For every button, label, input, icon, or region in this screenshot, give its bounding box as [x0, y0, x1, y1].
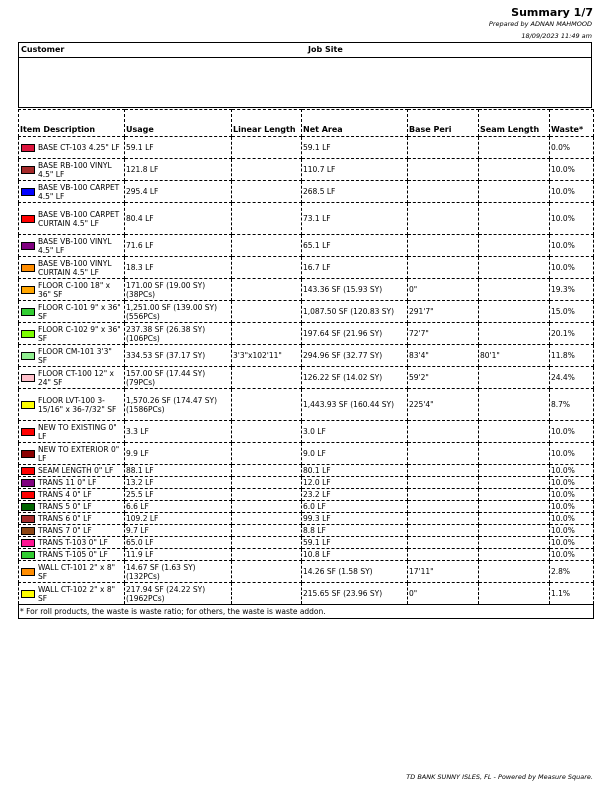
job-site-label: Job Site [308, 45, 343, 54]
item-description-text: BASE VB-100 VINYL CURTAIN 4.5" LF [38, 258, 112, 277]
color-swatch [21, 188, 35, 196]
item-description [19, 389, 125, 421]
net-area-cell: 23.2 LF [302, 489, 408, 501]
waste-cell: 10.0% [550, 443, 594, 465]
base-peri-cell [408, 525, 479, 537]
waste-cell: 10.0% [550, 465, 594, 477]
seam-length-cell: 80'1" [479, 345, 550, 367]
base-peri-cell [408, 513, 479, 525]
base-peri-cell [408, 203, 479, 235]
item-description-text: BASE VB-100 VINYL 4.5" LF [38, 236, 112, 255]
color-swatch [21, 467, 35, 475]
linear-length-cell [232, 137, 302, 159]
table-row [19, 159, 594, 181]
item-description [19, 513, 125, 525]
net-area-cell: 99.3 LF [302, 513, 408, 525]
base-peri-cell [408, 501, 479, 513]
linear-length-cell [232, 513, 302, 525]
net-area-cell: 16.7 LF [302, 257, 408, 279]
item-description [19, 345, 125, 367]
waste-cell: 10.0% [550, 421, 594, 443]
color-swatch [21, 144, 35, 152]
waste-cell: 10.0% [550, 501, 594, 513]
base-peri-cell: 17'11" [408, 561, 479, 583]
table-row [19, 583, 594, 605]
page-title: Summary 1/7 [511, 6, 593, 19]
net-area-cell: 3.0 LF [302, 421, 408, 443]
item-description [19, 159, 125, 181]
item-description-text: FLOOR C-101 9" x 36" SF [38, 302, 121, 321]
linear-length-cell [232, 525, 302, 537]
color-swatch [21, 215, 35, 223]
waste-cell: 10.0% [550, 203, 594, 235]
table-row [19, 235, 594, 257]
usage-cell: 217.94 SF (24.22 SY) (1962PCs) [125, 583, 232, 605]
table-row [19, 561, 594, 583]
linear-length-cell [232, 465, 302, 477]
net-area-cell: 197.64 SF (21.96 SY) [302, 323, 408, 345]
table-row [19, 257, 594, 279]
color-swatch [21, 590, 35, 598]
base-peri-cell [408, 421, 479, 443]
col-seam-length: Seam Length [479, 110, 550, 137]
table-row [19, 501, 594, 513]
waste-cell: 10.0% [550, 525, 594, 537]
linear-length-cell [232, 443, 302, 465]
net-area-cell: 294.96 SF (32.77 SY) [302, 345, 408, 367]
table-row [19, 279, 594, 301]
col-waste: Waste* [550, 110, 594, 137]
item-description [19, 443, 125, 465]
linear-length-cell [232, 323, 302, 345]
seam-length-cell [479, 367, 550, 389]
base-peri-cell [408, 549, 479, 561]
item-description-text: TRANS 6 0" LF [38, 514, 92, 523]
net-area-cell: 6.0 LF [302, 501, 408, 513]
seam-length-cell [479, 465, 550, 477]
linear-length-cell [232, 279, 302, 301]
base-peri-cell: 83'4" [408, 345, 479, 367]
seam-length-cell [479, 443, 550, 465]
usage-cell: 1,251.00 SF (139.00 SY) (556PCs) [125, 301, 232, 323]
waste-cell: 11.8% [550, 345, 594, 367]
seam-length-cell [479, 501, 550, 513]
table-row [19, 203, 594, 235]
seam-length-cell [479, 279, 550, 301]
linear-length-cell [232, 477, 302, 489]
table-row [19, 537, 594, 549]
color-swatch [21, 568, 35, 576]
item-description [19, 257, 125, 279]
base-peri-cell [408, 489, 479, 501]
waste-cell: 2.8% [550, 561, 594, 583]
color-swatch [21, 330, 35, 338]
table-row [19, 367, 594, 389]
color-swatch [21, 527, 35, 535]
table-row [19, 443, 594, 465]
seam-length-cell [479, 389, 550, 421]
seam-length-cell [479, 537, 550, 549]
waste-cell: 20.1% [550, 323, 594, 345]
table-row [19, 513, 594, 525]
item-description-text: TRANS 7 0" LF [38, 526, 92, 535]
table-row [19, 345, 594, 367]
item-description-text: TRANS 5 0" LF [38, 502, 92, 511]
linear-length-cell [232, 583, 302, 605]
base-peri-cell: 0" [408, 583, 479, 605]
seam-length-cell [479, 203, 550, 235]
linear-length-cell [232, 549, 302, 561]
base-peri-cell: 291'7" [408, 301, 479, 323]
col-usage: Usage [125, 110, 232, 137]
item-description [19, 279, 125, 301]
net-area-cell: 143.36 SF (15.93 SY) [302, 279, 408, 301]
net-area-cell: 268.5 LF [302, 181, 408, 203]
waste-cell: 10.0% [550, 513, 594, 525]
base-peri-cell: 0" [408, 279, 479, 301]
item-description-text: FLOOR C-102 9" x 36" SF [38, 324, 121, 343]
seam-length-cell [479, 561, 550, 583]
item-description [19, 181, 125, 203]
table-row [19, 137, 594, 159]
seam-length-cell [479, 257, 550, 279]
net-area-cell: 110.7 LF [302, 159, 408, 181]
seam-length-cell [479, 301, 550, 323]
linear-length-cell: 3'3"x102'11" [232, 345, 302, 367]
linear-length-cell [232, 561, 302, 583]
table-row [19, 489, 594, 501]
base-peri-cell: 225'4" [408, 389, 479, 421]
item-description-text: SEAM LENGTH 0" LF [38, 466, 114, 475]
footnote: * For roll products, the waste is waste ratio; for others, the waste is waste addon. [19, 605, 594, 619]
item-description [19, 203, 125, 235]
color-swatch [21, 401, 35, 409]
summary-table [18, 109, 594, 619]
seam-length-cell [479, 549, 550, 561]
usage-cell: 109.2 LF [125, 513, 232, 525]
item-description-text: TRANS T-105 0" LF [38, 550, 108, 559]
seam-length-cell [479, 525, 550, 537]
item-description-text: BASE VB-100 CARPET CURTAIN 4.5" LF [38, 209, 120, 228]
linear-length-cell [232, 235, 302, 257]
waste-cell: 10.0% [550, 549, 594, 561]
color-swatch [21, 503, 35, 511]
col-net-area: Net Area [302, 110, 408, 137]
waste-cell: 24.4% [550, 367, 594, 389]
seam-length-cell [479, 477, 550, 489]
color-swatch [21, 479, 35, 487]
usage-cell: 3.3 LF [125, 421, 232, 443]
item-description [19, 235, 125, 257]
item-description-text: WALL CT-102 2" x 8" SF [38, 584, 116, 603]
usage-cell: 13.2 LF [125, 477, 232, 489]
usage-cell: 334.53 SF (37.17 SY) [125, 345, 232, 367]
item-description [19, 421, 125, 443]
color-swatch [21, 515, 35, 523]
table-row [19, 181, 594, 203]
item-description-text: TRANS T-103 0" LF [38, 538, 108, 547]
waste-cell: 10.0% [550, 235, 594, 257]
item-description [19, 583, 125, 605]
waste-cell: 19.3% [550, 279, 594, 301]
usage-cell: 80.4 LF [125, 203, 232, 235]
item-description [19, 561, 125, 583]
prepared-by: Prepared by ADNAN MAHMOOD [488, 20, 592, 28]
usage-cell: 65.0 LF [125, 537, 232, 549]
net-area-cell: 12.0 LF [302, 477, 408, 489]
color-swatch [21, 166, 35, 174]
color-swatch [21, 352, 35, 360]
linear-length-cell [232, 257, 302, 279]
item-description-text: BASE RB-100 VINYL 4.5" LF [38, 160, 112, 179]
net-area-cell: 73.1 LF [302, 203, 408, 235]
linear-length-cell [232, 489, 302, 501]
waste-cell: 8.7% [550, 389, 594, 421]
linear-length-cell [232, 537, 302, 549]
usage-cell: 59.1 LF [125, 137, 232, 159]
waste-cell: 10.0% [550, 537, 594, 549]
linear-length-cell [232, 203, 302, 235]
table-row [19, 549, 594, 561]
customer-label: Customer [21, 45, 65, 54]
seam-length-cell [479, 513, 550, 525]
usage-cell: 6.6 LF [125, 501, 232, 513]
table-row [19, 301, 594, 323]
base-peri-cell [408, 477, 479, 489]
net-area-cell: 215.65 SF (23.96 SY) [302, 583, 408, 605]
item-description-text: NEW TO EXTERIOR 0" LF [38, 444, 120, 463]
linear-length-cell [232, 367, 302, 389]
customer-header [19, 43, 591, 58]
color-swatch [21, 539, 35, 547]
item-description-text: WALL CT-101 2" x 8" SF [38, 562, 116, 581]
linear-length-cell [232, 389, 302, 421]
seam-length-cell [479, 137, 550, 159]
base-peri-cell [408, 465, 479, 477]
usage-cell: 18.3 LF [125, 257, 232, 279]
net-area-cell: 80.1 LF [302, 465, 408, 477]
seam-length-cell [479, 181, 550, 203]
usage-cell: 88.1 LF [125, 465, 232, 477]
usage-cell: 171.00 SF (19.00 SY) (38PCs) [125, 279, 232, 301]
color-swatch [21, 264, 35, 272]
item-description [19, 489, 125, 501]
waste-cell: 1.1% [550, 583, 594, 605]
item-description-text: BASE CT-103 4.25" LF [38, 143, 120, 152]
usage-cell: 71.6 LF [125, 235, 232, 257]
seam-length-cell [479, 235, 550, 257]
usage-cell: 9.7 LF [125, 525, 232, 537]
item-description-text: NEW TO EXISTING 0" LF [38, 422, 117, 441]
base-peri-cell [408, 257, 479, 279]
waste-cell: 15.0% [550, 301, 594, 323]
base-peri-cell [408, 181, 479, 203]
color-swatch [21, 551, 35, 559]
color-swatch [21, 286, 35, 294]
usage-cell: 9.9 LF [125, 443, 232, 465]
usage-cell: 14.67 SF (1.63 SY) (132PCs) [125, 561, 232, 583]
table-row [19, 525, 594, 537]
color-swatch [21, 242, 35, 250]
table-row [19, 477, 594, 489]
usage-cell: 157.00 SF (17.44 SY) (79PCs) [125, 367, 232, 389]
table-row [19, 323, 594, 345]
linear-length-cell [232, 501, 302, 513]
usage-cell: 11.9 LF [125, 549, 232, 561]
item-description [19, 501, 125, 513]
net-area-cell: 126.22 SF (14.02 SY) [302, 367, 408, 389]
net-area-cell: 65.1 LF [302, 235, 408, 257]
color-swatch [21, 428, 35, 436]
waste-cell: 10.0% [550, 489, 594, 501]
net-area-cell: 1,087.50 SF (120.83 SY) [302, 301, 408, 323]
usage-cell: 295.4 LF [125, 181, 232, 203]
col-item-description: Item Description [19, 110, 125, 137]
linear-length-cell [232, 301, 302, 323]
item-description-text: BASE VB-100 CARPET 4.5" LF [38, 182, 120, 201]
item-description [19, 323, 125, 345]
item-description [19, 301, 125, 323]
color-swatch [21, 308, 35, 316]
waste-cell: 10.0% [550, 181, 594, 203]
waste-cell: 10.0% [550, 159, 594, 181]
waste-cell: 0.0% [550, 137, 594, 159]
color-swatch [21, 491, 35, 499]
item-description-text: FLOOR CT-100 12" x 24" SF [38, 368, 114, 387]
net-area-cell: 10.8 LF [302, 549, 408, 561]
col-base-peri: Base Peri [408, 110, 479, 137]
usage-cell: 1,570.26 SF (174.47 SY) (1586PCs) [125, 389, 232, 421]
usage-cell: 121.8 LF [125, 159, 232, 181]
item-description-text: FLOOR C-100 18" x 36" SF [38, 280, 111, 299]
linear-length-cell [232, 159, 302, 181]
usage-cell: 237.38 SF (26.38 SY) (106PCs) [125, 323, 232, 345]
page-footer: TD BANK SUNNY ISLES, FL - Powered by Measure Square. [406, 773, 593, 781]
seam-length-cell [479, 323, 550, 345]
waste-cell: 10.0% [550, 477, 594, 489]
item-description [19, 537, 125, 549]
base-peri-cell [408, 443, 479, 465]
seam-length-cell [479, 421, 550, 443]
item-description [19, 549, 125, 561]
net-area-cell: 14.26 SF (1.58 SY) [302, 561, 408, 583]
table-row [19, 389, 594, 421]
base-peri-cell [408, 537, 479, 549]
linear-length-cell [232, 181, 302, 203]
base-peri-cell: 59'2" [408, 367, 479, 389]
net-area-cell: 59.1 LF [302, 537, 408, 549]
base-peri-cell [408, 137, 479, 159]
seam-length-cell [479, 489, 550, 501]
net-area-cell: 9.0 LF [302, 443, 408, 465]
item-description-text: TRANS 4 0" LF [38, 490, 92, 499]
net-area-cell: 1,443.93 SF (160.44 SY) [302, 389, 408, 421]
col-linear-length: Linear Length [232, 110, 302, 137]
base-peri-cell [408, 159, 479, 181]
item-description [19, 525, 125, 537]
item-description [19, 137, 125, 159]
net-area-cell: 59.1 LF [302, 137, 408, 159]
item-description [19, 465, 125, 477]
item-description-text: TRANS 11 0" LF [38, 478, 97, 487]
seam-length-cell [479, 159, 550, 181]
color-swatch [21, 450, 35, 458]
report-date: 18/09/2023 11:49 am [521, 32, 592, 40]
base-peri-cell [408, 235, 479, 257]
table-row [19, 421, 594, 443]
item-description [19, 477, 125, 489]
color-swatch [21, 374, 35, 382]
seam-length-cell [479, 583, 550, 605]
linear-length-cell [232, 421, 302, 443]
table-row [19, 465, 594, 477]
customer-box [18, 42, 592, 108]
item-description-text: FLOOR CM-101 3'3" SF [38, 346, 112, 365]
item-description [19, 367, 125, 389]
waste-cell: 10.0% [550, 257, 594, 279]
base-peri-cell: 72'7" [408, 323, 479, 345]
net-area-cell: 8.8 LF [302, 525, 408, 537]
usage-cell: 25.5 LF [125, 489, 232, 501]
item-description-text: FLOOR LVT-100 3-15/16" x 36-7/32" SF [38, 395, 117, 414]
